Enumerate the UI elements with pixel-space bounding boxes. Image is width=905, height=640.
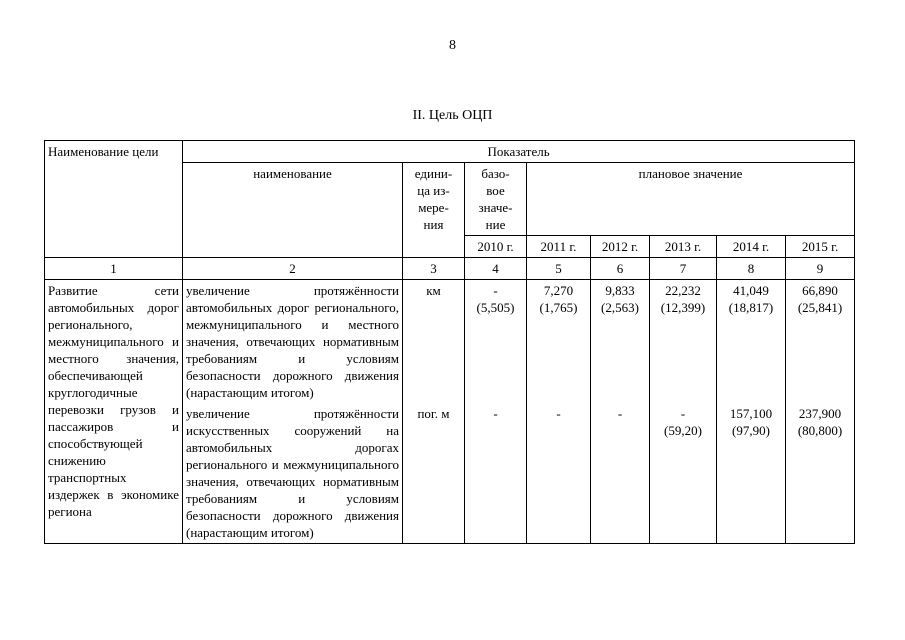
value-sub: (18,817)	[728, 300, 774, 315]
column-number: 5	[527, 258, 591, 280]
value-cell	[591, 403, 650, 544]
indicator-name: увеличение протяжённости искусственных сооружений на автомобильных дорогах регионального и межмуниципального значения, отвечающих нормативным требованиям и условиям безопасности дорожного движения (нарастающим итогом)	[183, 403, 403, 544]
column-number: 3	[403, 258, 465, 280]
column-number-row	[45, 258, 855, 280]
header-name: наименование	[183, 163, 403, 258]
value-cell	[717, 403, 786, 544]
value-cell	[650, 280, 717, 404]
value-sub: (1,765)	[539, 300, 578, 315]
value-main: 237,900	[798, 406, 842, 421]
column-number: 9	[786, 258, 855, 280]
value-main: 66,890	[802, 283, 838, 298]
value-cell	[717, 280, 786, 404]
value-sub: (80,800)	[797, 423, 843, 438]
column-number: 2	[183, 258, 403, 280]
indicator-name: увеличение протяжённости автомобильных дорог регионального, межмуниципального и местного значения, отвечающих нормативным требованиям и условиям безопасности дорожного движения (нарастающим итогом)	[183, 280, 403, 404]
header-planned: плановое значение	[527, 163, 855, 236]
value-cell	[786, 403, 855, 544]
goal-text: Развитие сети автомобильных дорог регионального, межмуниципального и местного значения, обеспечивающей круглогодичные перевозки грузов и пассажиров и способствующей снижению транспортных издержек в экономике региона	[45, 280, 183, 544]
value-sub: (12,399)	[660, 300, 706, 315]
value-sub: (59,20)	[664, 423, 702, 438]
section-title: II. Цель ОЦП	[412, 108, 493, 123]
value-main: -	[493, 283, 498, 298]
value-cell	[465, 403, 527, 544]
value-main: 157,100	[729, 406, 773, 421]
value-cell	[527, 403, 591, 544]
value-main: -	[556, 406, 561, 421]
header-base: базо- вое значе- ние	[465, 163, 527, 236]
header-year: 2012 г.	[591, 236, 650, 258]
value-sub: (5,505)	[476, 300, 515, 315]
value-cell	[591, 280, 650, 404]
value-sub: (25,841)	[797, 300, 843, 315]
header-row-1	[45, 141, 855, 163]
header-indicator: Показатель	[183, 141, 855, 163]
column-number: 4	[465, 258, 527, 280]
value-main: 7,270	[543, 283, 574, 298]
value-sub: (97,90)	[732, 423, 770, 438]
header-year: 2010 г.	[465, 236, 527, 258]
value-main: -	[493, 406, 498, 421]
goal-indicator-table	[44, 140, 855, 544]
value-main: 9,833	[605, 283, 635, 298]
header-year: 2014 г.	[717, 236, 786, 258]
header-year: 2015 г.	[786, 236, 855, 258]
value-cell	[650, 403, 717, 544]
value-sub: (2,563)	[601, 300, 639, 315]
value-main: 22,232	[665, 283, 701, 298]
header-year: 2013 г.	[650, 236, 717, 258]
indicator-unit: пог. м	[403, 403, 465, 544]
page-number: 8	[449, 38, 456, 53]
value-cell	[465, 280, 527, 404]
column-number: 7	[650, 258, 717, 280]
value-main: -	[617, 406, 623, 421]
value-main: -	[680, 406, 686, 421]
header-unit: едини- ца из- мере- ния	[403, 163, 465, 258]
header-goal-name: Наименование цели	[45, 141, 183, 258]
indicator-unit: км	[403, 280, 465, 404]
column-number: 6	[591, 258, 650, 280]
column-number: 8	[717, 258, 786, 280]
value-cell	[527, 280, 591, 404]
value-cell	[786, 280, 855, 404]
header-year: 2011 г.	[527, 236, 591, 258]
value-main: 41,049	[733, 283, 769, 298]
column-number: 1	[45, 258, 183, 280]
table-row	[45, 280, 855, 404]
